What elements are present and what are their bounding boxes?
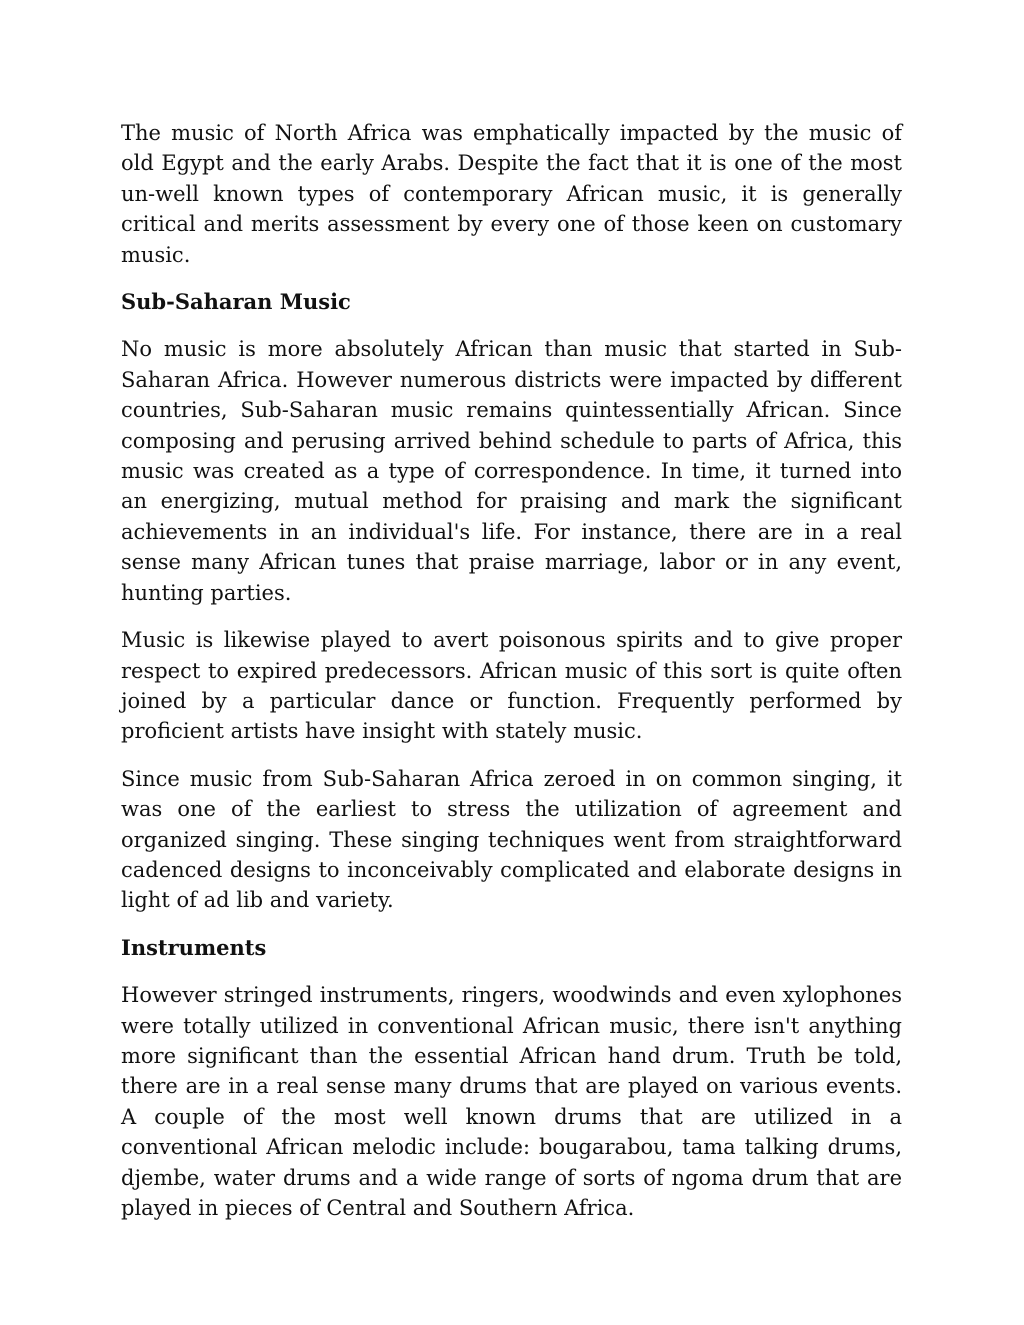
paragraph-drums: However stringed instruments, ringers, woodwinds and even xylophones were totally utilized in conventional African music, there isn't anything more significant than the essential African hand drum. Truth be told, there are in a real sense many drums that are played on various events. A couple of the most well known drums that are utilized in a conventional African melodic include: bougarabou, tama talking drums, djembe, water drums and a wide range of sorts of ngoma drum that are played in pieces of Central and Southern Africa. [121,983,902,1220]
document-page [121,118,902,1240]
paragraph-sub-saharan-origins: No music is more absolutely African than music that started in Sub-Saharan Africa. However numerous districts were impacted by different countries, Sub-Saharan music remains quintessentially African. Since composing and perusing arrived behind schedule to parts of Africa, this music was created as a type of correspondence. In time, it turned into an energizing, mutual method for praising and mark the significant achievements in an individual's life. For instance, there are in a real sense many African tunes that praise marriage, labor or in any event, hunting parties. [121,337,902,605]
paragraph-north-africa: The music of North Africa was emphatically impacted by the music of old Egypt and the early Arabs. Despite the fact that it is one of the most un-well known types of contemporary African music, it is generally critical and merits assessment by every one of those keen on customary music. [121,121,902,267]
heading-instruments: Instruments [121,934,267,960]
paragraph-spirits-and-ceremony: Music is likewise played to avert poisonous spirits and to give proper respect to expired predecessors. African music of this sort is quite often joined by a particular dance or function. Frequently performed by proficient artists have insight with stately music. [121,628,902,744]
heading-sub-saharan-music: Sub-Saharan Music [121,289,351,315]
paragraph-singing-techniques: Since music from Sub-Saharan Africa zeroed in on common singing, it was one of the earliest to stress the utilization of agreement and organized singing. These singing techniques went from straightforward cadenced designs to inconceivably complicated and elaborate designs in light of ad lib and variety. [121,766,902,913]
